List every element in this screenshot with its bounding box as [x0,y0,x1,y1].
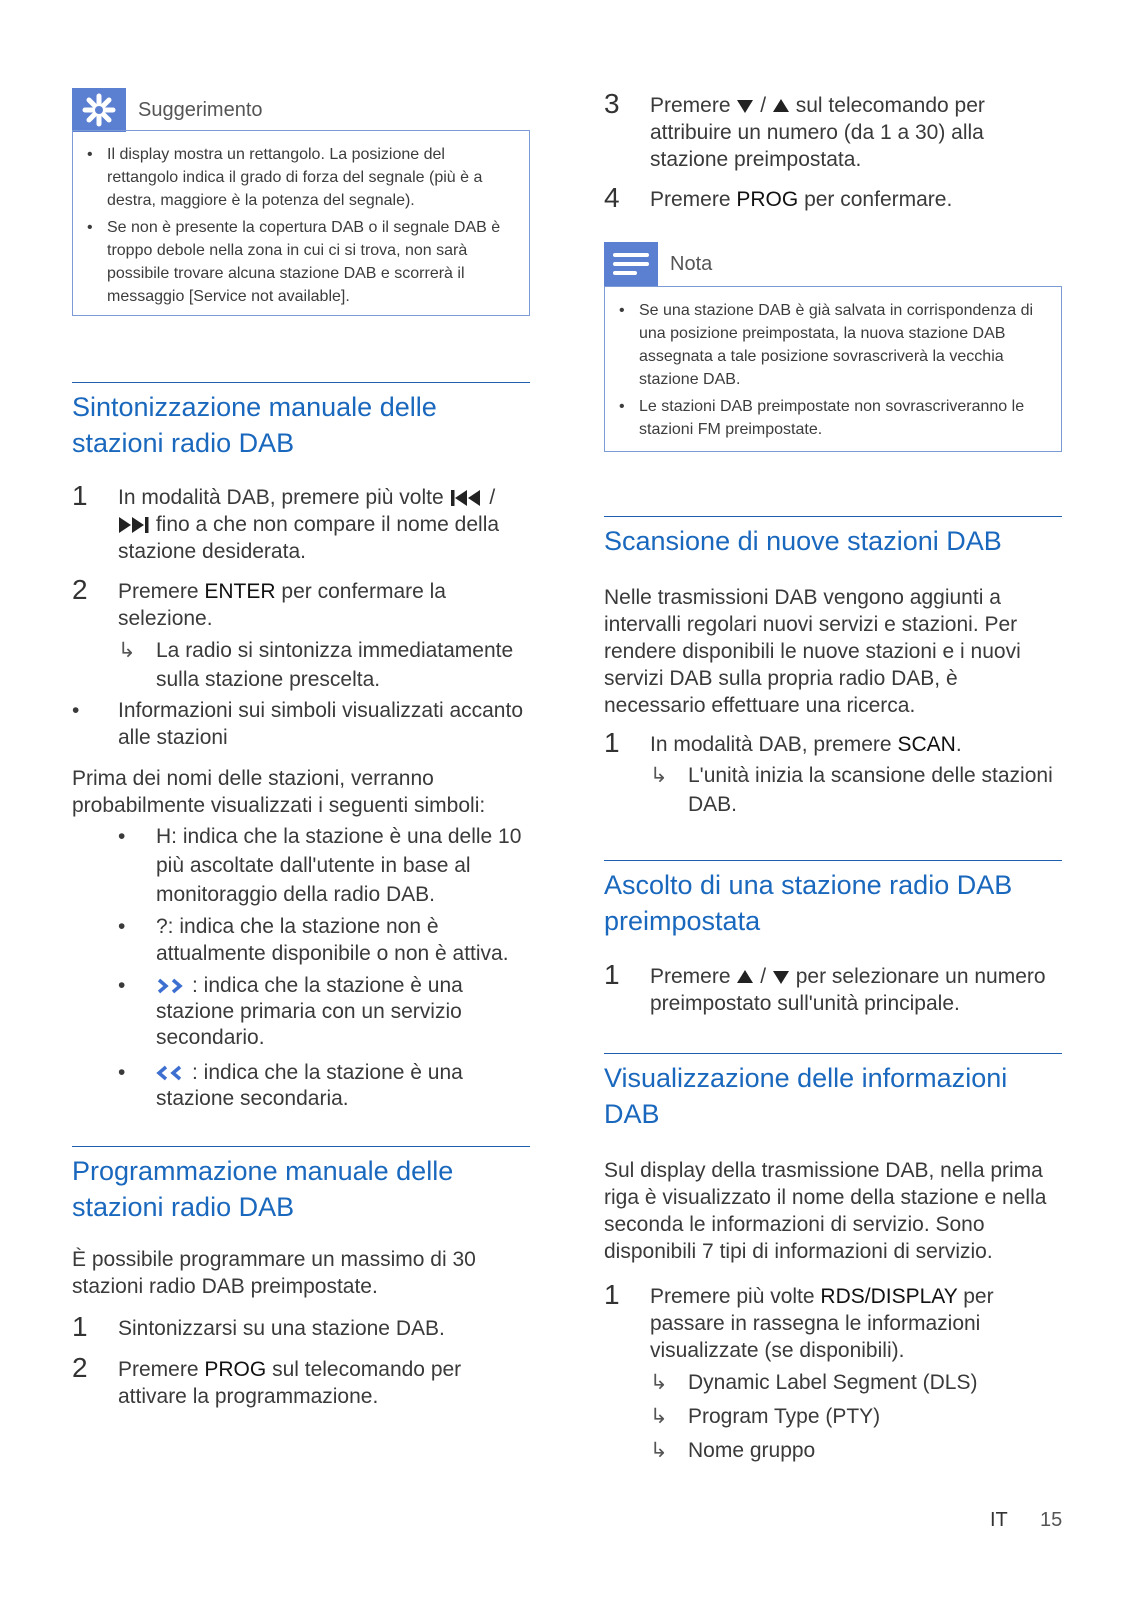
step-number: 2 [72,1352,88,1383]
step-2-manual-program: 2 Premere PROG sul telecomando per attivare la programmazione. [72,1352,462,1408]
step-number: 1 [72,1311,88,1342]
heading-info: Visualizzazione delle informazioni DAB [604,1053,1062,1132]
step-1-info: 1 Premere più volte RDS/DISPLAY per passare in rassegna le informazioni visualizzate (se disponibili). [604,1279,994,1362]
result-manual-tuning: ↳ La radio si sintonizza immediatamente sulla stazione prescelta. [118,636,532,694]
result-info-dls: ↳ Dynamic Label Segment (DLS) [650,1368,1064,1397]
footer-language: IT [990,1509,1008,1531]
step-number: 3 [604,88,620,119]
triangle-down-icon [772,969,790,985]
key-enter: ENTER [204,580,276,603]
step-number: 1 [604,959,620,990]
heading-manual-program: Programmazione manuale delle stazioni radio DAB [72,1146,530,1225]
tip-item: • Il display mostra un rettangolo. La posizione del rettangolo indica il grado di forza del segnale (più è a destra, maggiore è la potenza del segnale). [107,143,511,212]
result-info-group: ↳ Nome gruppo [650,1436,1064,1465]
paragraph-manual-program: È possibile programmare un massimo di 30 stazioni radio DAB preimpostate. [72,1248,476,1298]
symbol-item-primary: • : indica che la stazione è una stazione primaria con un servizio secondario. [118,974,463,1049]
result-scan: ↳ L'unità inizia la scansione delle stazioni DAB. [650,761,1064,819]
result-arrow-icon: ↳ [118,639,136,662]
paragraph-symbols-intro: Prima dei nomi delle stazioni, verranno probabilmente visualizzati i seguenti simboli: [72,767,486,817]
note-box [604,286,1062,452]
result-arrow-icon: ↳ [650,1405,668,1428]
paragraph-info: Sul display della trasmissione DAB, nella prima riga è visualizzato il nome della stazione e nella seconda le informazioni di servizio. Sono disponibili 7 tipi di informazioni di servizio. [604,1159,1047,1263]
bullet-symbols-info: • Informazioni sui simboli visualizzati accanto alle stazioni [72,699,523,749]
step-4-program: 4 Premere PROG per confermare. [604,182,953,213]
triangle-up-icon [736,969,754,985]
step-number: 1 [72,480,88,511]
note-title: Nota [670,252,713,275]
symbol-item-h: • H: indica che la stazione è una delle 10 più ascoltate dall'utente in base al monitoraggio della radio DAB. [118,825,522,906]
symbol-item-question: • ?: indica che la stazione non è attualmente disponibile o non è attiva. [118,915,509,965]
asterisk-icon [72,88,126,132]
double-chevron-left-icon [156,1064,192,1082]
skip-next-icon [118,516,150,534]
step-1-listen: 1 Premere / per selezionare un numero preimpostato sull'unità principale. [604,959,1046,1015]
result-arrow-icon: ↳ [650,1371,668,1394]
paragraph-scan: Nelle trasmissioni DAB vengono aggiunti a intervalli regolari nuovi servizi e stazioni. Per rendere disponibili le nuove stazioni e i nuovi servizi DAB sulla propria radio DAB, è necessario effettuare una ricerca. [604,586,1021,717]
note-lines-icon [604,242,658,286]
step-1-scan: 1 In modalità DAB, premere SCAN. [604,727,962,758]
tip-title: Suggerimento [138,98,263,121]
triangle-down-icon [736,98,754,114]
result-info-pty: ↳ Program Type (PTY) [650,1402,1064,1431]
step-number: 4 [604,182,620,213]
key-prog: PROG [736,188,799,211]
step-number: 1 [604,1279,620,1310]
note-item: • Le stazioni DAB preimpostate non sovrascriveranno le stazioni FM preimpostate. [639,395,1043,441]
heading-listen: Ascolto di una stazione radio DAB preimpostata [604,860,1062,939]
step-number: 1 [604,727,620,758]
tip-item: • Se non è presente la copertura DAB o il segnale DAB è troppo debole nella zona in cui ci si trova, non sarà possibile trovare alcuna stazione DAB e scorrerà il messaggio [Service not available]. [107,216,511,308]
note-header [604,242,712,286]
triangle-up-icon [772,98,790,114]
step-3-program: 3 Premere / sul telecomando per attribuire un numero (da 1 a 30) alla stazione preimpostata. [604,88,985,171]
result-arrow-icon: ↳ [650,1439,668,1462]
heading-scan: Scansione di nuove stazioni DAB [604,516,1062,559]
page-number: 15 [1040,1509,1063,1531]
step-2-manual-tuning: 2 Premere ENTER per confermare la selezione. [72,574,446,630]
heading-manual-tuning: Sintonizzazione manuale delle stazioni radio DAB [72,382,530,461]
step-number: 2 [72,574,88,605]
key-scan: SCAN [897,733,956,756]
step-1-manual-tuning: 1 In modalità DAB, premere più volte / fino a che non compare il nome della stazione desiderata. [72,480,500,563]
tip-box [72,130,530,316]
tip-header [72,88,263,132]
double-chevron-right-icon [156,977,192,995]
key-rds-display: RDS/DISPLAY [820,1285,958,1308]
skip-previous-icon [450,489,484,507]
symbol-item-secondary: • : indica che la stazione è una stazione secondaria. [118,1061,463,1110]
step-1-manual-program: 1 Sintonizzarsi su una stazione DAB. [72,1311,445,1342]
key-prog: PROG [204,1358,267,1381]
result-arrow-icon: ↳ [650,764,668,787]
note-item: • Se una stazione DAB è già salvata in corrispondenza di una posizione preimpostata, la nuova stazione DAB assegnata a tale posizione sovrascriverà la vecchia stazione DAB. [639,299,1043,391]
